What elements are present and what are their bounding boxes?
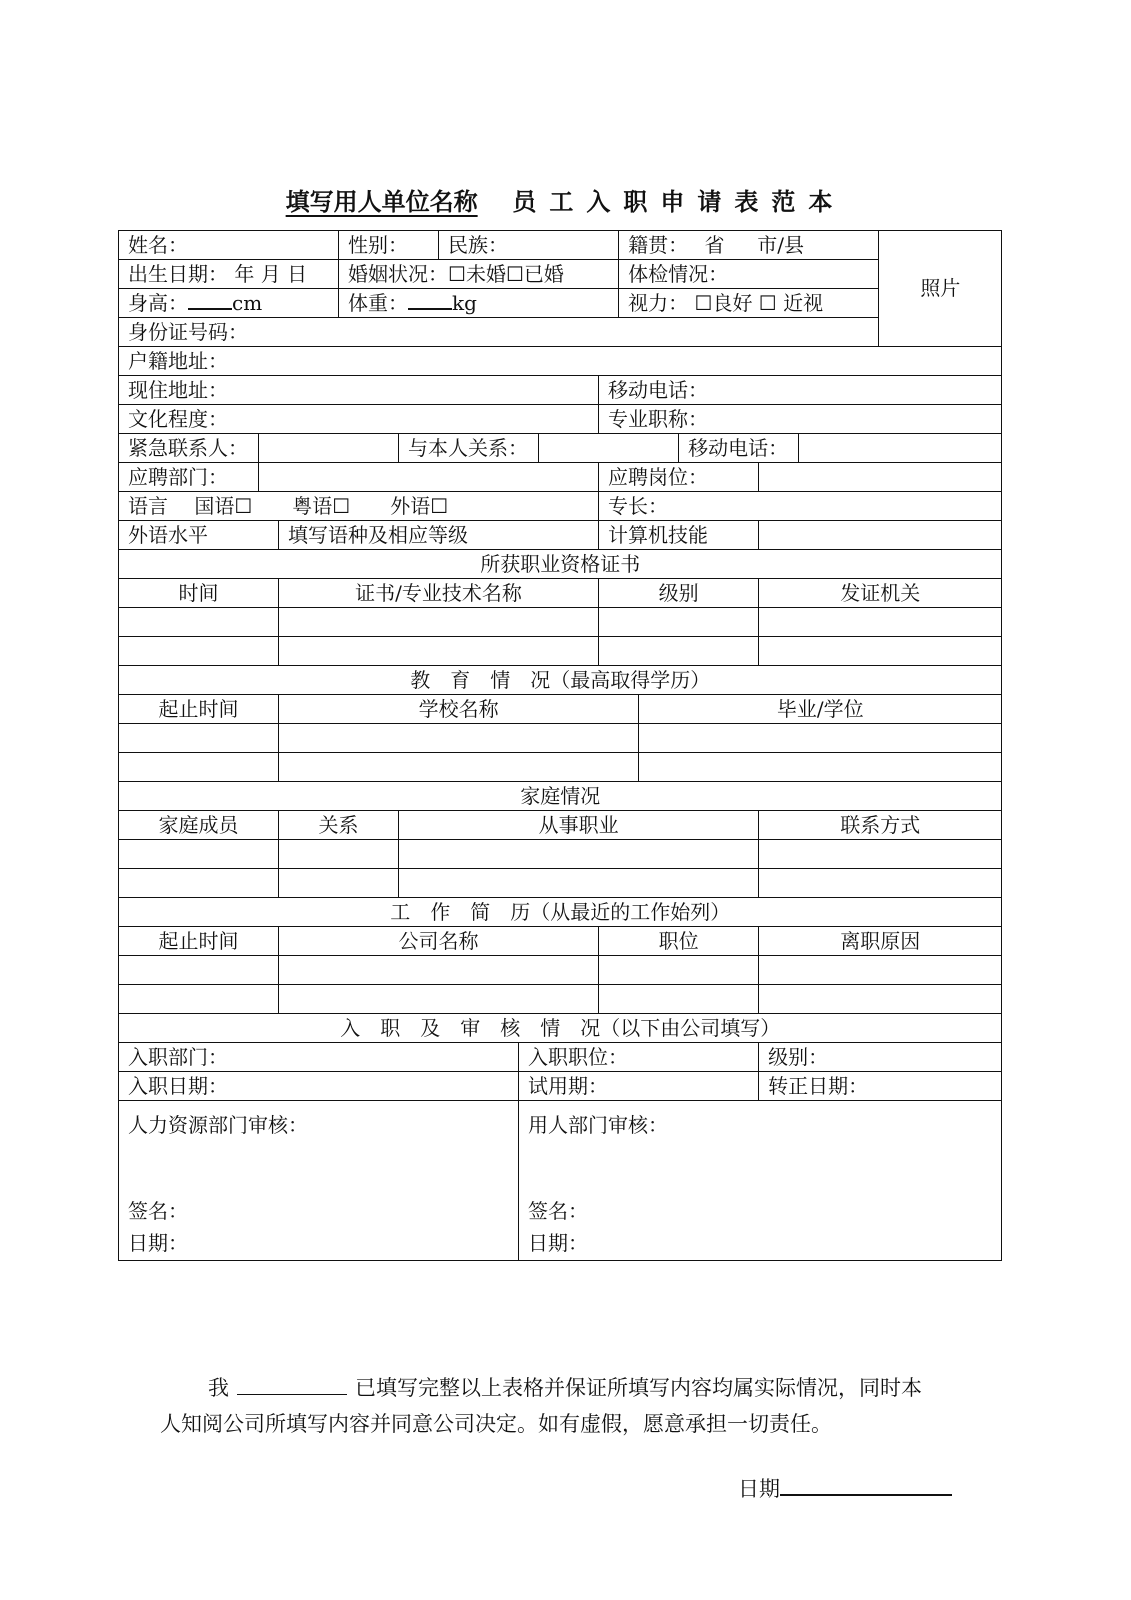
onboard-date-field[interactable]: 入职日期： (119, 1072, 519, 1101)
edu-col-period: 起止时间 (119, 695, 279, 724)
declaration-date: 日期 (738, 1473, 952, 1503)
photo-box[interactable]: 照片 (879, 231, 1002, 347)
work-col-company: 公司名称 (279, 927, 599, 956)
computer-skill-input[interactable] (759, 521, 1002, 550)
marital-status-field[interactable]: 婚姻状况：☐未婚☐已婚 (339, 260, 619, 289)
hr-review-label: 人力资源部门审核： (128, 1113, 308, 1137)
ethnicity-field[interactable]: 民族： (439, 231, 619, 260)
health-check-field[interactable]: 体检情况： (619, 260, 879, 289)
onboard-level-field[interactable]: 级别： (759, 1043, 1002, 1072)
work-col-period: 起止时间 (119, 927, 279, 956)
dept-date-label: 日期： (528, 1231, 589, 1255)
household-address-field[interactable]: 户籍地址： (119, 347, 1002, 376)
cert-col-issuer: 发证机关 (759, 579, 1002, 608)
gender-field[interactable]: 性别： (339, 231, 439, 260)
form-title (0, 182, 1131, 217)
id-number-field[interactable]: 身份证号码： (119, 318, 879, 347)
hr-sign-label: 签名： (128, 1199, 188, 1223)
apply-dept-input[interactable] (259, 463, 599, 492)
onboard-dept-field[interactable]: 入职部门： (119, 1043, 519, 1072)
cert-col-level: 级别 (599, 579, 759, 608)
edu-col-school: 学校名称 (279, 695, 639, 724)
mobile-field[interactable]: 移动电话： (599, 376, 1002, 405)
edu-col-degree: 毕业/学位 (639, 695, 1002, 724)
apply-position-label: 应聘岗位： (599, 463, 759, 492)
relationship-label: 与本人关系： (399, 434, 539, 463)
apply-dept-label: 应聘部门： (119, 463, 259, 492)
specialty-field[interactable]: 专长： (599, 492, 1002, 521)
application-form-table (118, 230, 1002, 1261)
cert-col-name: 证书/专业技术名称 (279, 579, 599, 608)
onboard-position-field[interactable]: 入职职位： (519, 1043, 759, 1072)
emergency-mobile-input[interactable] (799, 434, 1002, 463)
table-row (119, 840, 1002, 869)
current-address-field[interactable]: 现住地址： (119, 376, 599, 405)
emergency-contact-label: 紧急联系人： (119, 434, 259, 463)
emergency-contact-input[interactable] (259, 434, 399, 463)
form-name: 员工入职申请表范本 (512, 187, 846, 216)
confirmation-date-field[interactable]: 转正日期： (759, 1072, 1002, 1101)
table-row (119, 985, 1002, 1014)
table-row (119, 608, 1002, 637)
dept-review-box[interactable] (519, 1101, 1002, 1261)
dept-review-label: 用人部门审核： (528, 1113, 669, 1137)
computer-skill-label: 计算机技能 (599, 521, 759, 550)
education-heading: 教 育 情 况（最高取得学历） (119, 666, 1002, 695)
name-field[interactable]: 姓名： (119, 231, 339, 260)
declaration-line-2: 人知阅公司所填写内容并同意公司决定。如有虚假，愿意承担一切责任。 (160, 1412, 832, 1436)
family-col-contact: 联系方式 (759, 811, 1002, 840)
work-heading: 工 作 简 历（从最近的工作始列） (119, 898, 1002, 927)
family-heading: 家庭情况 (119, 782, 1002, 811)
foreign-language-level-hint[interactable]: 填写语种及相应等级 (279, 521, 599, 550)
table-row (119, 869, 1002, 898)
emergency-mobile-label: 移动电话： (679, 434, 799, 463)
education-level-field[interactable]: 文化程度： (119, 405, 599, 434)
table-row (119, 724, 1002, 753)
apply-position-input[interactable] (759, 463, 1002, 492)
declaration-date-blank[interactable] (780, 1474, 952, 1496)
language-field[interactable]: 语言 国语☐ 粤语☐ 外语☐ (119, 492, 599, 521)
onboarding-heading: 入 职 及 审 核 情 况（以下由公司填写） (119, 1014, 1002, 1043)
cert-col-time: 时间 (119, 579, 279, 608)
table-row (119, 637, 1002, 666)
relationship-input[interactable] (539, 434, 679, 463)
family-col-relation: 关系 (279, 811, 399, 840)
hr-review-box[interactable] (119, 1101, 519, 1261)
applicant-name-blank[interactable] (237, 1374, 347, 1395)
employer-name-placeholder: 填写用人单位名称 (285, 187, 478, 216)
probation-field[interactable]: 试用期： (519, 1072, 759, 1101)
declaration-line-1: 已填写完整以上表格并保证所填写内容均属实际情况，同时本 (355, 1376, 922, 1400)
table-row (119, 956, 1002, 985)
hr-date-label: 日期： (128, 1231, 188, 1255)
birth-date-field[interactable]: 出生日期： 年 月 日 (119, 260, 339, 289)
family-col-member: 家庭成员 (119, 811, 279, 840)
height-field[interactable]: 身高： cm (119, 289, 339, 318)
weight-field[interactable]: 体重： kg (339, 289, 619, 318)
dept-sign-label: 签名： (528, 1199, 589, 1223)
professional-title-field[interactable]: 专业职称： (599, 405, 1002, 434)
work-col-reason: 离职原因 (759, 927, 1002, 956)
vision-field[interactable]: 视力： ☐良好 ☐ 近视 (619, 289, 879, 318)
foreign-language-level-label: 外语水平 (119, 521, 279, 550)
origin-field[interactable]: 籍贯： 省 市/县 (619, 231, 879, 260)
declaration: 我 已填写完整以上表格并保证所填写内容均属实际情况，同时本 人知阅公司所填写内容并同意公司决定。如有虚假，愿意承担一切责任。 (160, 1376, 922, 1436)
work-col-position: 职位 (599, 927, 759, 956)
table-row (119, 753, 1002, 782)
family-col-occupation: 从事职业 (399, 811, 759, 840)
certificates-heading: 所获职业资格证书 (119, 550, 1002, 579)
